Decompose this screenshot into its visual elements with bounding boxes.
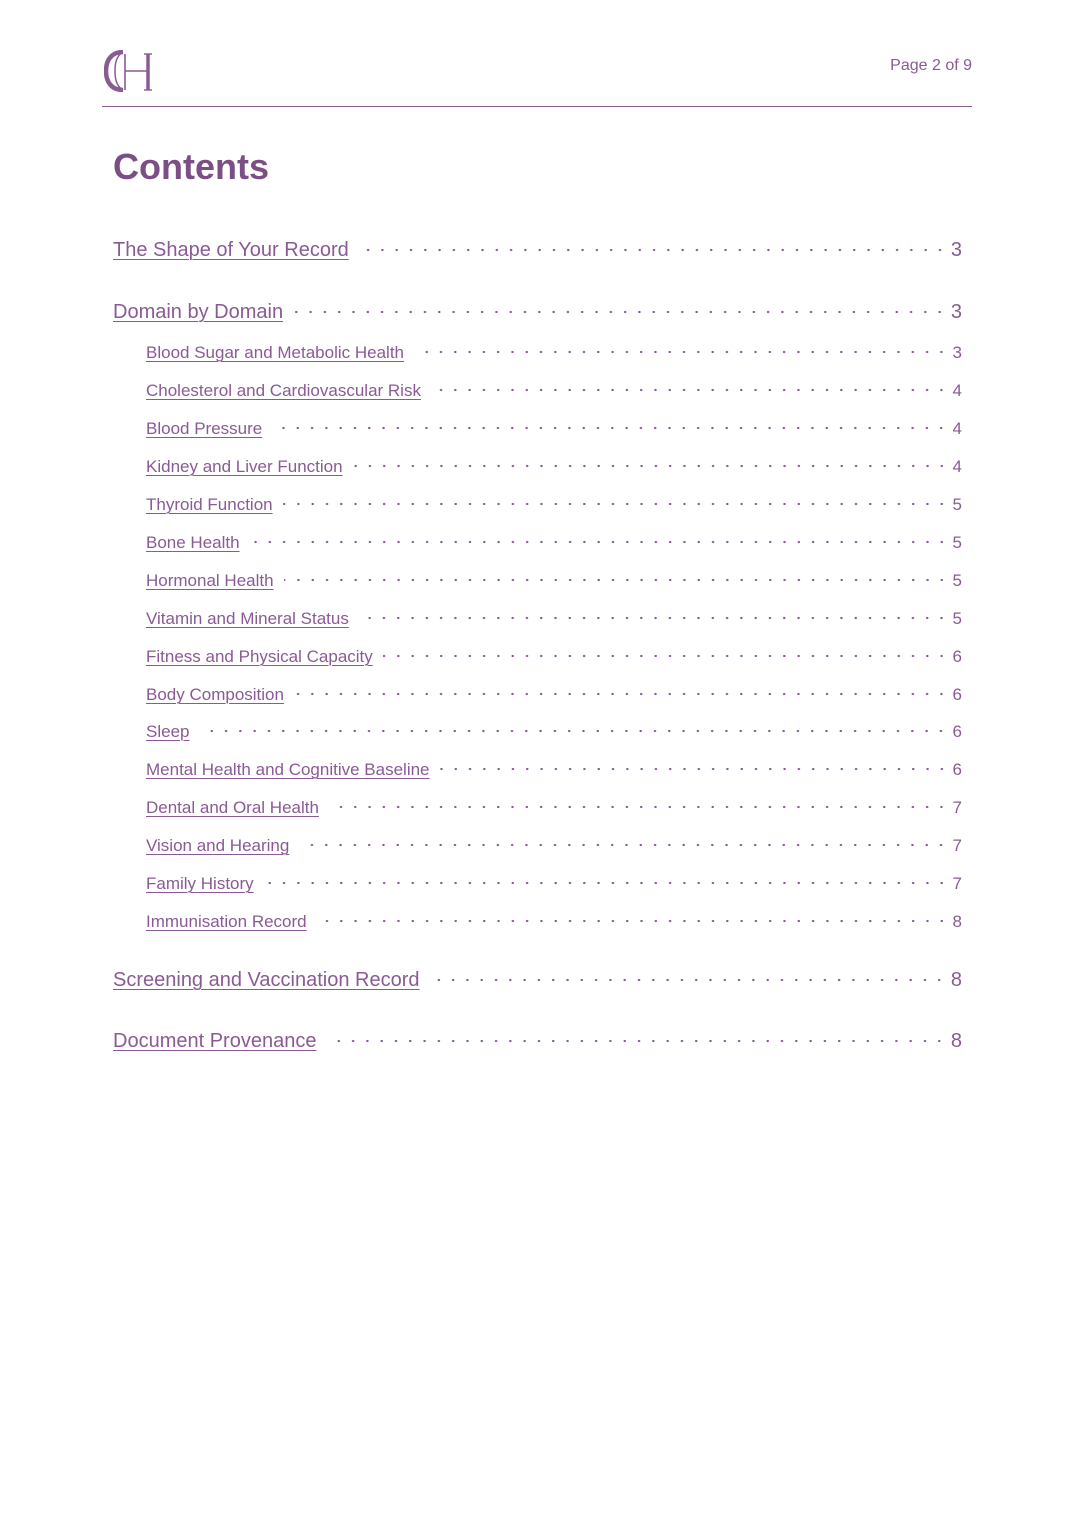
toc-page-number: 4 <box>952 419 962 438</box>
page-title: Contents <box>113 146 269 187</box>
toc-entry-link[interactable]: Bone Health <box>146 533 240 552</box>
toc-page-number: 8 <box>952 912 962 931</box>
toc-dot-leader <box>272 417 948 434</box>
toc-entry[interactable] <box>146 569 962 591</box>
toc-dot-leader <box>264 872 949 889</box>
toc-entry[interactable] <box>146 834 962 856</box>
toc-entry[interactable] <box>113 298 962 324</box>
toc-entry[interactable] <box>146 645 962 667</box>
toc-page-number: 4 <box>952 457 962 476</box>
toc-dot-leader <box>440 758 949 775</box>
toc-page-number: 5 <box>952 495 962 514</box>
toc-dot-leader <box>199 720 948 737</box>
toc-page-number: 5 <box>952 571 962 590</box>
toc-page-number: 8 <box>950 1030 962 1052</box>
toc-entry[interactable] <box>146 455 962 477</box>
toc-entry[interactable] <box>146 872 962 894</box>
toc-page-number: 3 <box>952 343 962 362</box>
toc-entry[interactable] <box>146 910 962 932</box>
toc-dot-leader <box>293 298 947 318</box>
toc-page-number: 5 <box>952 609 962 628</box>
toc-entry-link[interactable]: Family History <box>146 874 254 893</box>
toc-dot-leader <box>326 1027 946 1047</box>
toc-entry[interactable] <box>146 417 962 439</box>
toc-dot-leader <box>299 834 948 851</box>
toc-page-number: 7 <box>952 874 962 893</box>
toc-entry-link[interactable]: Blood Sugar and Metabolic Health <box>146 343 404 362</box>
toc-dot-leader <box>250 531 949 548</box>
toc-entry[interactable] <box>113 1027 962 1053</box>
toc-entry[interactable] <box>146 683 962 705</box>
toc-entry-link[interactable]: Hormonal Health <box>146 571 274 590</box>
toc-page-number: 6 <box>952 760 962 779</box>
toc-entry[interactable] <box>113 236 962 262</box>
toc-entry-link[interactable]: Vision and Hearing <box>146 836 290 855</box>
toc-entry-link[interactable]: Vitamin and Mineral Status <box>146 609 349 628</box>
toc-page-number: 6 <box>952 722 962 741</box>
toc-entry-link[interactable]: Cholesterol and Cardiovascular Risk <box>146 381 421 400</box>
toc-page-number: 6 <box>952 685 962 704</box>
toc-entry-link[interactable]: Domain by Domain <box>113 301 284 323</box>
toc-dot-leader <box>353 455 949 472</box>
toc-entry-link[interactable]: Body Composition <box>146 685 284 704</box>
toc-dot-leader <box>329 796 949 813</box>
toc-entry-link[interactable]: Screening and Vaccination Record <box>113 969 420 991</box>
page-indicator: Page 2 of 9 <box>890 57 972 74</box>
toc-entry[interactable] <box>113 966 962 992</box>
toc-entry[interactable] <box>146 379 962 401</box>
toc-entry[interactable] <box>146 758 962 780</box>
toc-entry-link[interactable]: The Shape of Your Record <box>113 239 349 261</box>
toc-page-number: 6 <box>952 647 962 666</box>
toc-page-number: 8 <box>950 969 962 991</box>
toc-entry[interactable] <box>146 720 962 742</box>
toc-entry-link[interactable]: Immunisation Record <box>146 912 307 931</box>
toc-dot-leader <box>431 379 949 396</box>
toc-page-number: 5 <box>952 533 962 552</box>
toc-dot-leader <box>284 569 949 586</box>
toc-entry[interactable] <box>146 341 962 363</box>
toc-dot-leader <box>429 966 946 986</box>
toc-entry-link[interactable]: Blood Pressure <box>146 419 263 438</box>
toc-dot-leader <box>283 493 949 510</box>
toc-dot-leader <box>414 341 949 358</box>
toc-entry-link[interactable]: Dental and Oral Health <box>146 798 319 817</box>
toc-entry-link[interactable]: Document Provenance <box>113 1030 317 1052</box>
toc-page-number: 3 <box>950 239 962 261</box>
toc-entry[interactable] <box>146 531 962 553</box>
toc-entry-link[interactable]: Kidney and Liver Function <box>146 457 343 476</box>
toc-entry-link[interactable]: Fitness and Physical Capacity <box>146 647 373 666</box>
toc-dot-leader <box>359 607 949 624</box>
toc-page-number: 4 <box>952 381 962 400</box>
toc-entry[interactable] <box>146 493 962 515</box>
toc-dot-leader <box>294 683 949 700</box>
toc-dot-leader <box>317 910 949 927</box>
toc-entry-link[interactable]: Thyroid Function <box>146 495 273 514</box>
toc-page-number: 3 <box>950 301 962 323</box>
toc-page-number: 7 <box>952 836 962 855</box>
toc-entry-link[interactable]: Mental Health and Cognitive Baseline <box>146 760 430 779</box>
toc-dot-leader <box>383 645 949 662</box>
toc-entry-link[interactable]: Sleep <box>146 722 190 741</box>
toc-entry[interactable] <box>146 796 962 818</box>
toc-entry[interactable] <box>146 607 962 629</box>
toc-dot-leader <box>359 236 947 256</box>
toc-page-number: 7 <box>952 798 962 817</box>
